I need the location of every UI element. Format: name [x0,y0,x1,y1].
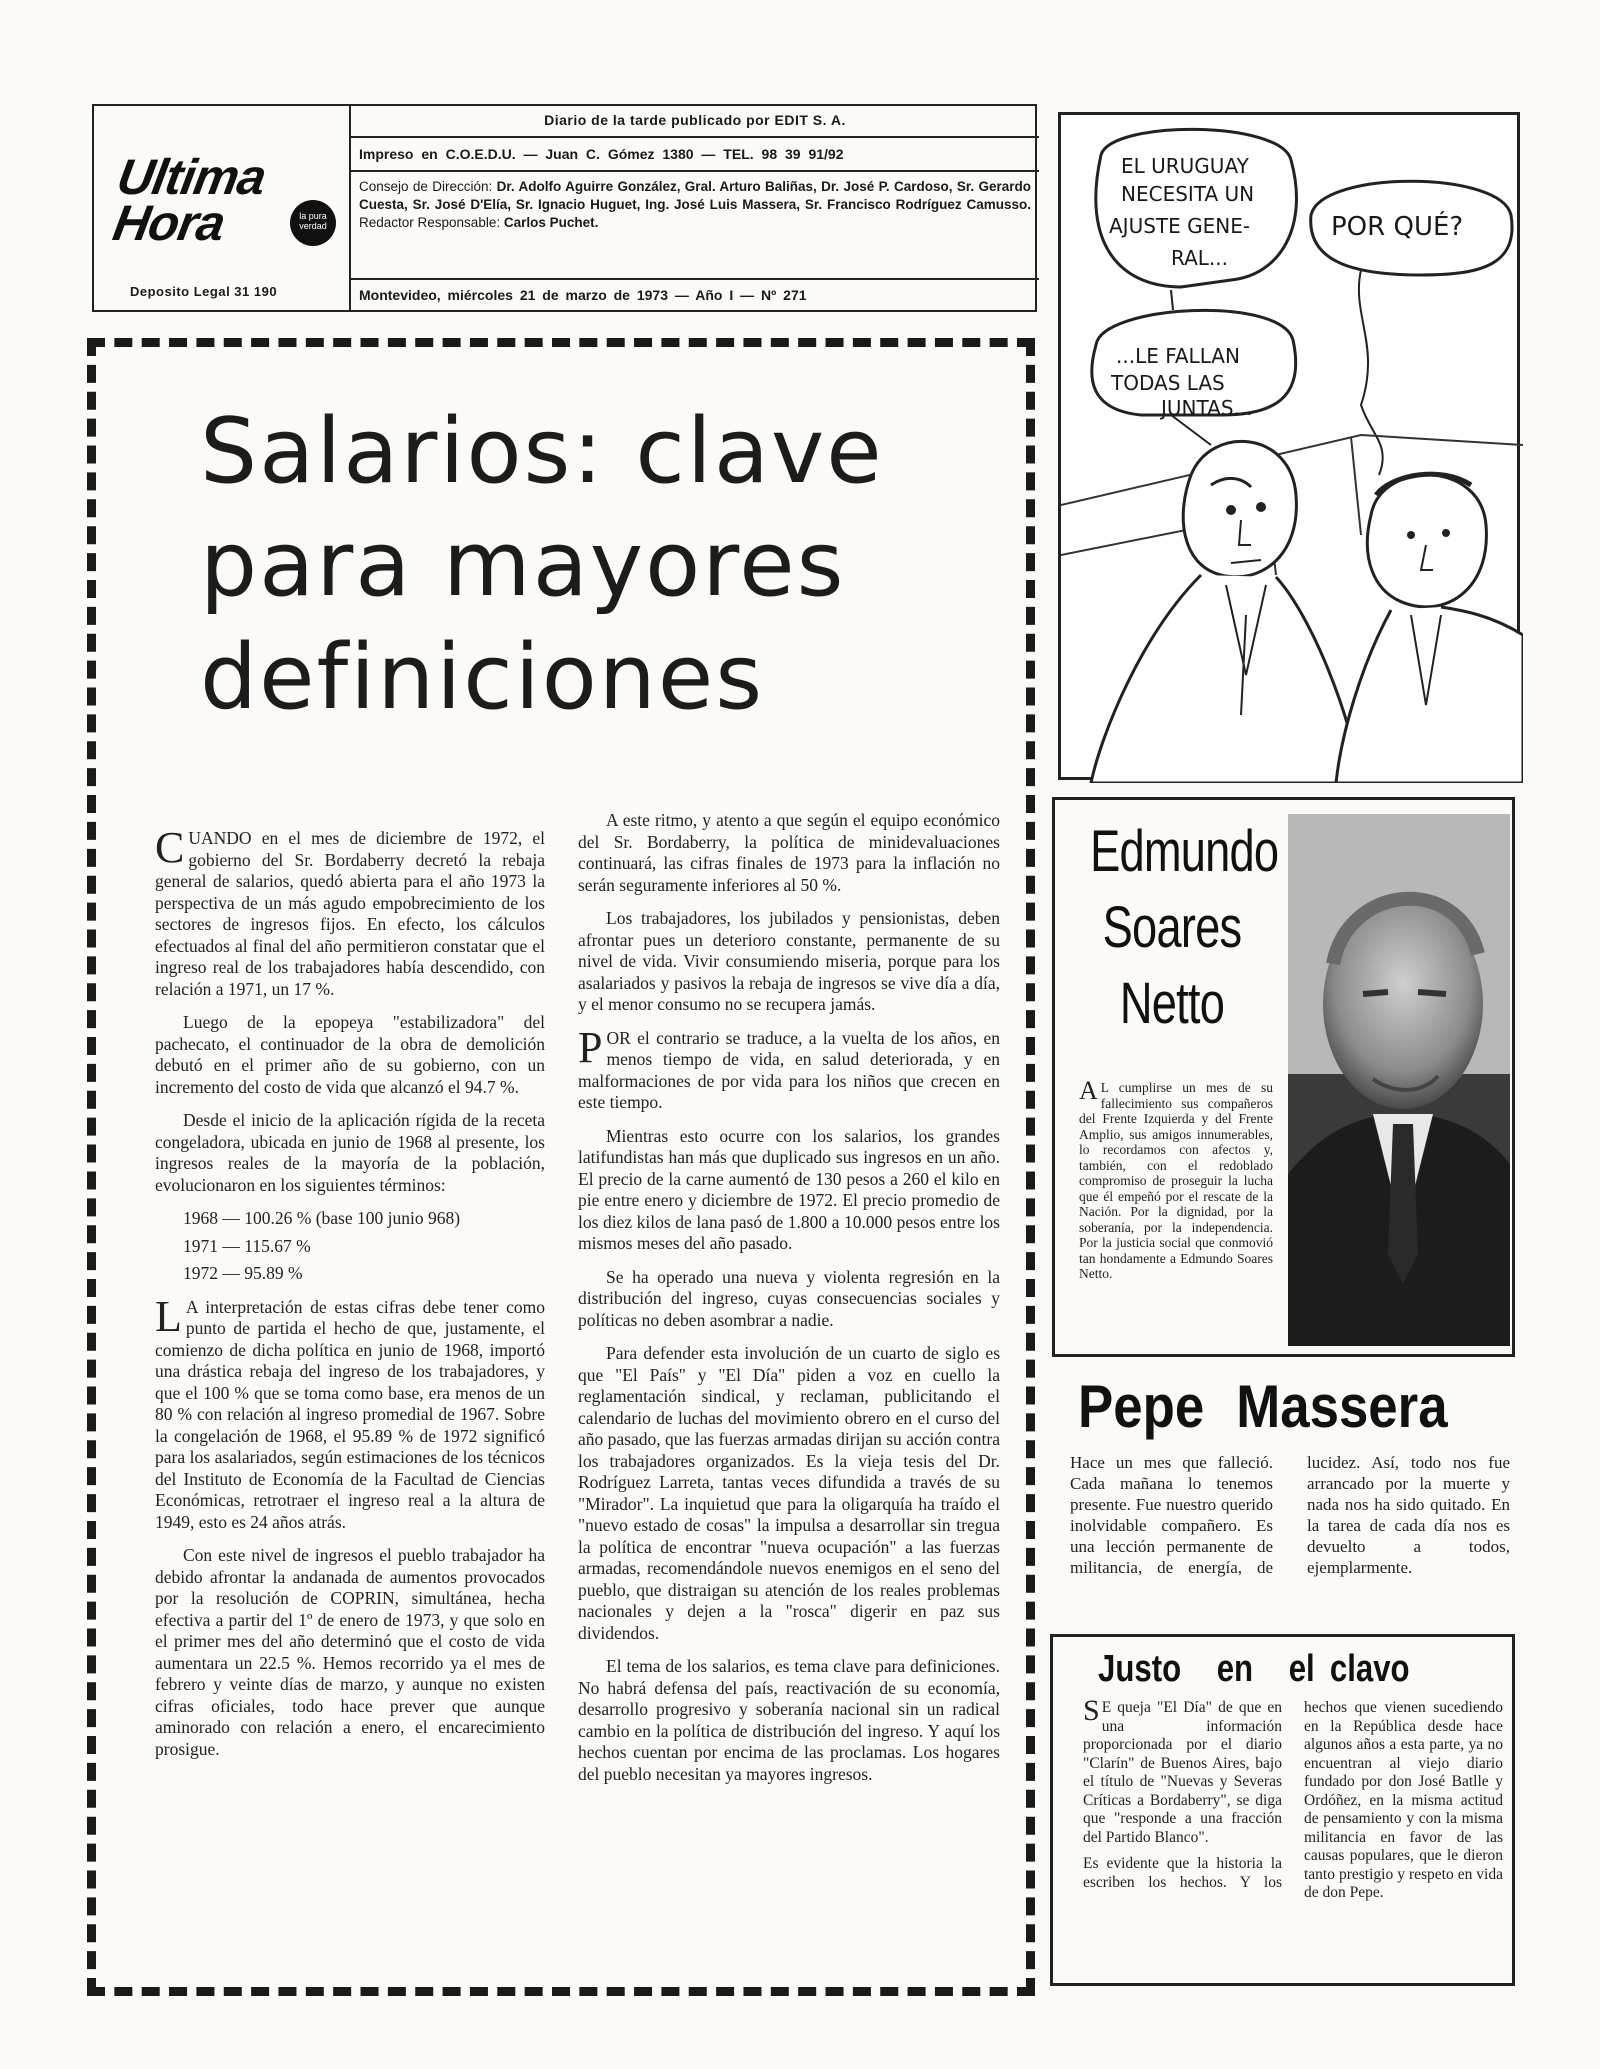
logo-line-2: Hora [109,195,229,251]
logo-line-1: Ultima [113,149,270,205]
legal-deposit: Deposito Legal 31 190 [130,284,278,299]
headline-line-1: Salarios: clave [200,399,884,504]
bubble-2-text: POR QUÉ? [1331,212,1464,242]
drop-cap: C [155,823,185,872]
obituary-name-line: Netto [1119,971,1225,1036]
article-paragraph: CUANDO en el mes de diciembre de 1972, el gobierno del Sr. Bordaberry decretó la rebaja general de salarios, quedó abierta para el año 1973 la perspectiva de un más agudo empobrecimiento de los sectores de ingresos fijos. En efecto, los cálculos efectuados al final del año permitieron constatar que el ingreso real de los trabajadores había descendido, con relación a 1971, un 17 %. [155,823,545,999]
drop-cap: S [1083,1694,1100,1727]
drop-cap: P [578,1022,603,1072]
justo-title-word: Justo [1098,1648,1182,1690]
editor-label: Redactor Responsable: [359,215,501,230]
headline-line-3: definiciones [200,625,765,730]
justo-title-word: el clavo [1288,1648,1410,1690]
pepe-massera-title [1078,1372,1448,1442]
newspaper-logo [106,149,270,251]
obituary-name-line: Soares [1102,895,1242,960]
cartoon-man-right [1336,474,1523,783]
portrait-photo [1288,814,1510,1346]
publisher-line: Diario de la tarde publicado por EDIT S. A. [544,112,846,128]
bubble-1-line: AJUSTE GENE- [1109,214,1251,238]
masthead [92,104,1037,312]
drop-cap: L [155,1291,182,1341]
bubble-3-line: TODAS LAS [1111,371,1225,395]
bubble-1-line: NECESITA UN [1121,182,1255,206]
cartoon-drawing [1061,115,1523,783]
article-paragraph: Mientras esto ocurre con los salarios, los grandes latifundistas han más que duplicado sus ingresos en un año. El precio de la carne aumentó de 130 pesos a 260 el kilo en pie entre enero y diciembre de 1972. El precio promedio de los diez kilos de lana pasó de 1.800 a 10.000 pesos entre los mismos meses del año pasado. [578,1125,1000,1253]
board-label: Consejo de Dirección: [359,179,493,194]
article-paragraph: Con este nivel de ingresos el pueblo trabajador ha debido afrontar la andanada de aumentos provocados por la resolución de COPRIN, simultánea, hecha efectiva a partir del 1º de enero de 1973, y que solo en el primer mes del año determinó que el costo de vida aumentara un 22.5 %. Hemos recorrido ya el mes de febrero y veinte días de marzo, y aunque no existen cifras oficiales, todo hace prever que aunque aminorado con relación a enero, el encarecimiento prosigue. [155,1545,545,1759]
obituary-name [1090,814,1279,1042]
headline [200,395,980,734]
article-column-1 [155,823,545,1772]
cartoon-man-left [1091,441,1361,783]
obituary-box [1052,797,1515,1357]
article-paragraph: Luego de la epopeya "estabilizadora" del pachecato, el continuador de la obra de demolición debutó en el primer año de su gobierno, con un incremento del costo de vida que alcanzó el 94.7 %. [155,1012,545,1097]
justo-text [1083,1694,1503,1903]
logo-seal: la pura verdad [290,200,336,246]
justo-paragraph: S E queja "El Día" de que en una información proporcionada por el diario "Clarín" de Buenos Aires, bajo el título de "Nuevas y Severas Críticas a Bordaberry", se diga que "responde a una fracción del Partido Blanco". [1083,1694,1282,1846]
drop-cap: A [1079,1076,1098,1105]
bubble-3-line: JUNTAS... [1161,396,1253,420]
political-cartoon [1058,112,1520,780]
justo-paragraph: Es evidente que la historia la escriben los hechos. Y los hechos que vienen sucediendo en la República desde hace algunos años a esta parte, ya no encuentran al viejo diario fundado por don José Batlle y Ordóñez, en la misma actitud de pensamiento y con la misma militancia en favor de las causas populares, que le dieron tanto prestigio y respeto en vida de don Pepe. [1083,1699,1503,1901]
income-list-item: 1972 — 95.89 % [183,1263,303,1283]
pepe-massera-text: Hace un mes que falleció. Cada mañana lo tenemos presente. Fue nuestro querido inolvidable compañero. Es una lección permanente de militancia, de energía, de lucidez. Así, todo nos fue arrancado por la muerte y nada nos ha sido quitado. En la tarea de cada día nos es devuelto a todos, ejemplarmente. [1070,1453,1510,1577]
justo-en-el-clavo-box [1050,1634,1515,1986]
masthead-info [349,106,1037,312]
pepe-title-last: Massera [1236,1373,1448,1440]
bubble-1-line: EL URUGUAY [1121,154,1249,178]
income-list-item: 1971 — 115.67 % [183,1235,311,1256]
article-column-2 [578,810,1000,1797]
article-paragraph: Para defender esta involución de un cuarto de siglo es que "El País" y "El Día" piden a voz en cuello la reglamentación sindical, y reclaman, publicitando el calendario de luchas del movimiento obrero en el curso del año pasado, que las fuerzas armadas dirijan su acción contra los trabajadores organizados. Es la vieja tesis del Dr. Rodríguez Larreta, tantas veces difundida a través de su "Mirador". La inquietud que para la oligarquía ha traído el "nuevo estado de cosas" la impulsa a desarrollar sin tregua la política de encontrar "nueva ocupación" a las fuerzas armadas, recomendándole nuevos enemigos en el seno del pueblo, que distraigan su atención de los reales problemas nacionales y dejen a la "rosca" digerir en paz sus dividendos. [578,1343,1000,1643]
income-list-item: 1968 — 100.26 % (base 100 junio 968) [183,1208,461,1228]
article-paragraph: El tema de los salarios, es tema clave para definiciones. No habrá defensa del país, reactivación de su economía, desarrollo progresivo y soberanía nacional sin un radical cambio en la política de distribución del ingreso. Y aquí los hechos cuentan por encima de las proclamas. Los hogares del pueblo necesitan ya mayores ingresos. [578,1656,1000,1784]
article-paragraph: POR el contrario se traduce, a la vuelta de los años, en menos tiempo de vida, en salud deteriorada, y en malformaciones de por vida para los niños que crecen en este tiempo. [578,1022,1000,1112]
logo-block [94,106,349,276]
article-paragraph: L A interpretación de estas cifras debe tener como punto de partida el hecho de que, justamente, el comienzo de dicha política en junio de 1968, importó una drástica rebaja del ingreso de los trabajadores, y que el 100 % que se toma como base, era menos de un 80 % con relación al ingreso promedial de 1967. Sobre la congelación de 1968, el 95.89 % de 1972 significó para los asalariados, según estimaciones de los técnicos del Instituto de Economía de la Facultad de Ciencias Económicas, retrotraer el ingreso real a la altura de 1949, esto es 24 años atrás. [155,1291,545,1532]
pepe-title-first: Pepe [1078,1373,1205,1440]
board-names: Dr. Adolfo Aguirre González, Gral. Arturo Baliñas, Dr. José P. Cardoso, Sr. Gerardo Cuesta, Sr. José D'Elía, Sr. Ignacio Huguet, Ing. José Luis Massera, Sr. Francisco Rodríguez Camusso. [359,179,1031,212]
board-of-directors [351,176,1039,234]
dateline: Montevideo, miércoles 21 de marzo de 1973 — Año I — Nº 271 [351,278,1039,312]
obituary-name-line: Edmundo [1090,819,1279,884]
article-paragraph: Los trabajadores, los jubilados y pensionistas, deben afrontar pues un deterioro constante, permanente de su nivel de vida. Vivir consumiendo miseria, porque para los asalariados y pasivos la rebaja de ingresos se vive día a día, y el menor consumo no se recupera jamás. [578,908,1000,1014]
article-paragraph: Desde el inicio de la aplicación rígida de la receta congeladora, ubicada en junio de 1968 al presente, los ingresos reales de la mayoría de la población, evolucionaron en los siguientes términos: [155,1110,545,1195]
bubble-1-line: RAL... [1171,246,1228,270]
article-paragraph: A este ritmo, y atento a que según el equipo económico del Sr. Bordaberry, la política de minidevaluaciones continuará, las cifras finales de 1973 para la inflación no serán seguramente inferiores al 50 %. [578,810,1000,895]
income-list [183,1208,545,1285]
bubble-2-tail [1359,270,1383,475]
printer-line: Impreso en C.O.E.D.U. — Juan C. Gómez 1380 — TEL. 98 39 91/92 [351,136,1039,172]
justo-title [1098,1647,1410,1691]
obituary-text: A L cumplirse un mes de su fallecimiento sus compañeros del Frente Izquierda y del Frente Amplio, sus amigos innumerables, lo recordamos con afectos y, también, con el redoblado compromiso de proseguir la lucha que él empeñó por el rescate de la Nación. Por la dignidad, por la soberanía, por la independencia. Por la justicia social que conmovió tan hondamente a Edmundo Soares Netto. [1079,1076,1273,1281]
editor-name: Carlos Puchet. [503,215,599,230]
bubble-3-line: ...LE FALLAN [1116,344,1240,368]
portrait-drawing [1288,814,1510,1346]
headline-line-2: para mayores [200,512,846,617]
justo-title-word: en [1216,1648,1254,1690]
article-paragraph: Se ha operado una nueva y violenta regresión en la distribución del ingreso, cuyas consecuencias sociales y políticas no deben asombrar a nadie. [578,1266,1000,1330]
